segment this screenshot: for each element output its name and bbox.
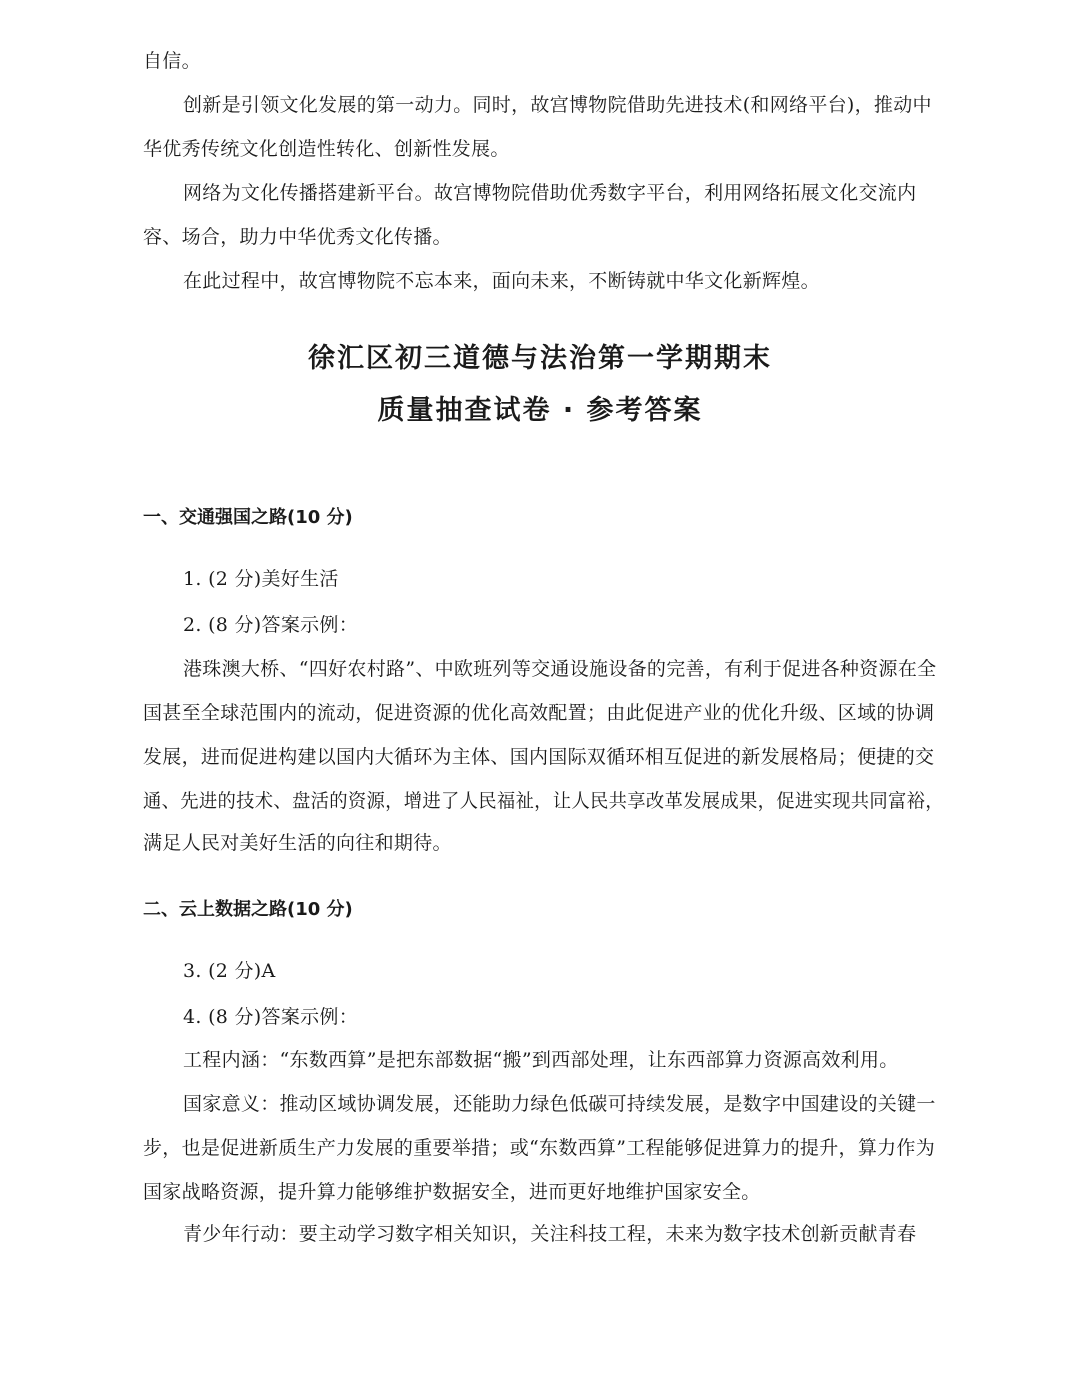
answer-line: 满足人民对美好生活的向往和期待。 — [143, 832, 452, 854]
answer-line: 港珠澳大桥、“四好农村路”、中欧班列等交通设施设备的完善，有利于促进各种资源在全 — [183, 658, 937, 680]
question-line: 1. (2 分)美好生活 — [183, 568, 339, 590]
paragraph-line: 网络为文化传播搭建新平台。故宫博物院借助优秀数字平台，利用网络拓展文化交流内 — [183, 182, 917, 204]
answer-line: 国甚至全球范围内的流动，促进资源的优化高效配置；由此促进产业的优化升级、区域的协调 — [143, 702, 935, 724]
answer-line: 国家战略资源，提升算力能够维护数据安全，进而更好地维护国家安全。 — [143, 1181, 761, 1203]
paragraph-line: 自信。 — [143, 50, 201, 72]
answer-line: 通、先进的技术、盘活的资源，增进了人民福祉，让人民共享改革发展成果，促进实现共同富裕， — [143, 790, 944, 812]
paragraph-line: 容、场合，助力中华优秀文化传播。 — [143, 226, 452, 248]
section-heading: 一、交通强国之路(10 分) — [143, 507, 353, 528]
paragraph-line: 在此过程中，故宫博物院不忘本来，面向未来，不断铸就中华文化新辉煌。 — [183, 270, 820, 292]
question-line: 3. (2 分)A — [183, 960, 276, 982]
answer-line: 步，也是促进新质生产力发展的重要举措；或“东数西算”工程能够促进算力的提升，算力作为 — [143, 1137, 936, 1159]
answer-line: 青少年行动：要主动学习数字相关知识，关注科技工程，未来为数字技术创新贡献青春 — [183, 1223, 917, 1245]
page-subtitle: 质量抽查试卷 · 参考答案 — [377, 395, 703, 426]
section-heading: 二、云上数据之路(10 分) — [143, 899, 353, 920]
answer-line: 国家意义：推动区域协调发展，还能助力绿色低碳可持续发展，是数字中国建设的关键一 — [183, 1093, 936, 1115]
question-line: 2. (8 分)答案示例： — [183, 614, 359, 636]
paragraph-line: 华优秀传统文化创造性转化、创新性发展。 — [143, 138, 510, 160]
paragraph-line: 创新是引领文化发展的第一动力。同时，故宫博物院借助先进技术(和网络平台)，推动中 — [183, 94, 932, 116]
question-line: 4. (8 分)答案示例： — [183, 1006, 359, 1028]
page-title: 徐汇区初三道德与法治第一学期期末 — [308, 343, 772, 374]
answer-line: 工程内涵：“东数西算”是把东部数据“搬”到西部处理，让东西部算力资源高效利用。 — [183, 1049, 899, 1071]
answer-line: 发展，进而促进构建以国内大循环为主体、国内国际双循环相互促进的新发展格局；便捷的交 — [143, 746, 935, 768]
